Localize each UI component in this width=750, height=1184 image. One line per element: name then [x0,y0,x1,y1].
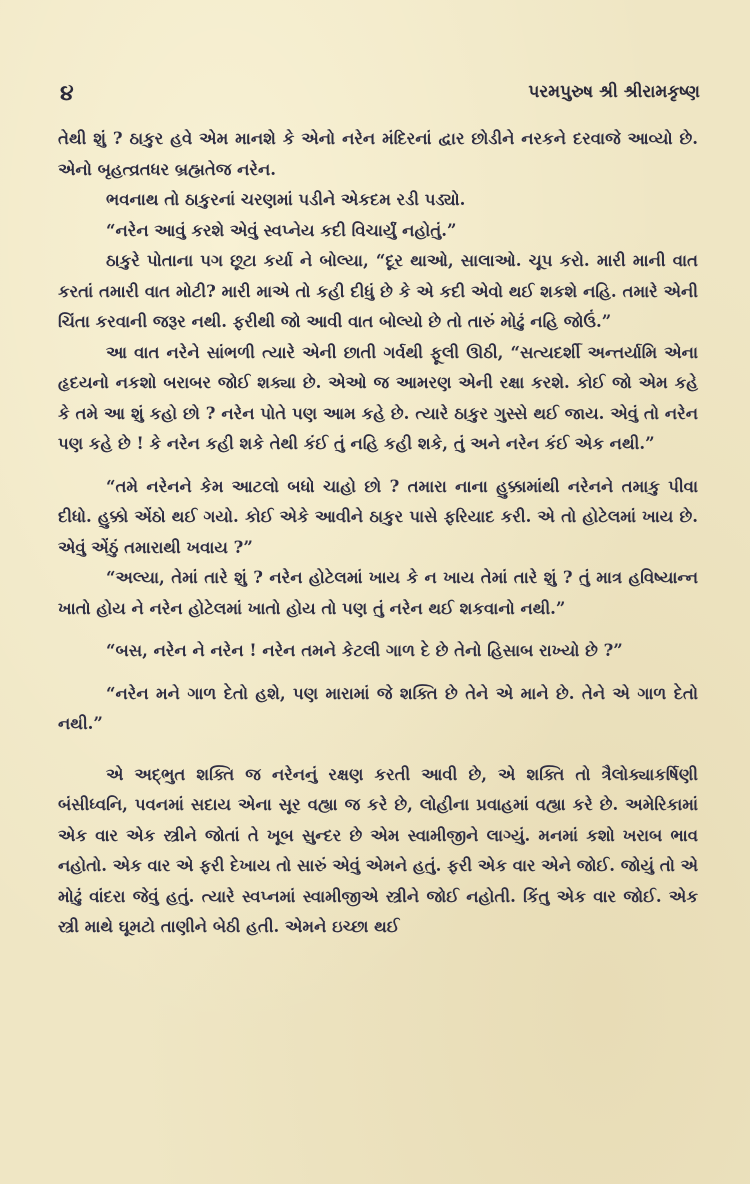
paragraph: “તમે નરેનને કેમ આટલો બધો ચાહો છો ? તમારા નાના હુક્કામાંથી નરેનને તમાકુ પીવા દીધો. હુક્કો એંઠો થઈ ગયો. કોઈ એકે આવીને ઠાકુર પાસે ફરિયાદ કરી. એ તો હોટેલમાં ખાય છે. એવું એંઠું તમારાથી ખવાય ?” [58,476,698,557]
running-head [60,80,700,110]
body-text [58,124,698,943]
paragraph: “બસ, નરેન ને નરેન ! નરેન તમને કેટલી ગાળ દે છે તેનો હિસાબ રાખ્યો છે ?” [106,641,623,660]
paragraph: “અલ્યા, તેમાં તારે શું ? નરેન હોટેલમાં ખાય કે ન ખાય તેમાં તારે શું ? તું માત્ર હવિષ્યાન્ન ખાતો હોય ને નરેન હોટેલમાં ખાતો હોય તો પણ તું નરેન થઈ શકવાનો નથી.” [58,568,698,618]
page-number: ૪ [60,80,74,106]
paragraph: “નરેન આવું કરશે એવું સ્વપ્નેય કદી વિચાર્યું નહોતું.” [106,220,457,240]
paragraph: ભવનાથ તો ઠાકુરનાં ચરણમાં પડીને એકદમ રડી પડ્યો. [106,190,466,209]
paragraph: “નરેન મને ગાળ દેતો હશે, પણ મારામાં જે શક્તિ છે તેને એ માને છે. તેને એ ગાળ દેતો નથી.” [58,683,698,733]
paragraph: આ વાત નરેને સાંભળી ત્યારે એની છાતી ગર્વથી ફૂલી ઊઠી, “સત્યદર્શી અન્તર્યામિ એના હૃદયનો નકશો બરાબર જોઈ શક્યા છે. એઓ જ આમરણ એની રક્ષા કરશે. કોઈ જો એમ કહે કે તમે આ શું કહો છો ? નરેન પોતે પણ આમ કહે છે. ત્યારે ઠાકુર ગુસ્સે થઈ જાય. એવું તો નરેન પણ કહે છે ! કે નરેન કહી શકે તેથી કંઈ તું નહિ કહી શકે, તું અને નરેન કંઈ એક નથી.” [58,342,698,453]
running-title: પરમપુરુષ શ્રી શ્રીરામકૃષ્ણ [528,82,700,102]
paragraph: ઠાકુરે પોતાના પગ છૂટા કર્યા ને બોલ્યા, “દૂર થાઓ, સાલાઓ. ચૂપ કરો. મારી માની વાત કરતાં તમારી વાત મોટી? મારી માએ તો કહી દીધું છે કે એ કદી એવો થઈ શકશે નહિ. તમારે એની ચિંતા કરવાની જરૂર નથી. ફરીથી જો આવી વાત બોલ્યો છે તો તારું મોઢું નહિ જોઉં.” [58,251,698,331]
paragraph: એ અદ્ભુત શક્તિ જ નરેનનું રક્ષણ કરતી આવી છે, એ શક્તિ તો ત્રૈલોક્યાકર્ષિણી બંસીધ્વનિ, પવનમાં સદાય એના સૂર વહ્યા જ કરે છે, લોહીના પ્રવાહમાં વહ્યા કરે છે. અમેરિકામાં એક વાર એક સ્ત્રીને જોતાં તે ખૂબ સુન્દર છે એમ સ્વામીજીને લાગ્યું. મનમાં કશો ખરાબ ભાવ નહોતો. એક વાર એ ફરી દેખાય તો સારું એવું એમને હતું. ફરી એક વાર એને જોઈ. જોયું તો એ મોઢું વાંદરા જેવું હતું. ત્યારે સ્વપ્નમાં સ્વામીજીએ સ્ત્રીને જોઈ નહોતી. કિંતુ એક વાર જોઈ. એક સ્ત્રી માથે ઘૂમટો તાણીને બેઠી હતી. એમને ઇચ્છા થઈ [58,764,698,936]
paragraph: તેથી શું ? ઠાકુર હવે એમ માનશે કે એનો નરેન મંદિરનાં દ્વાર છોડીને નરકને દરવાજે આવ્યો છે. એનો બૃહત્વ્રતધર બ્રહ્મતેજ નરેન. [58,129,698,179]
